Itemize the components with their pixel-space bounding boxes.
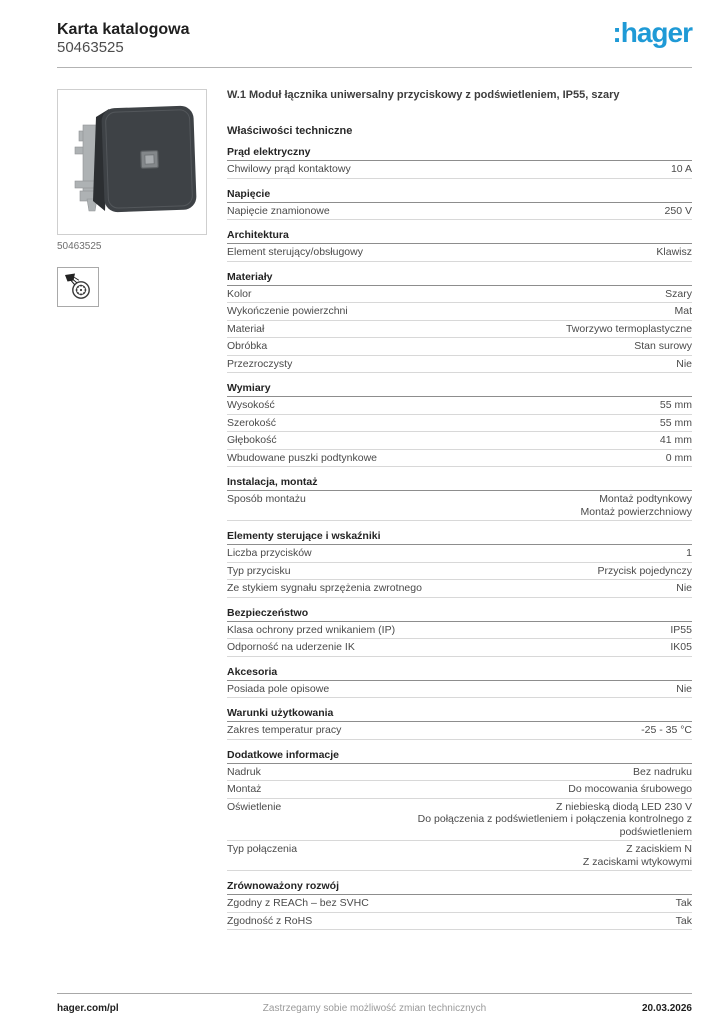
- footer-disclaimer: Zastrzegamy sobie możliwość zmian technicznych: [262, 1003, 487, 1014]
- hager-logo: :hager: [612, 17, 692, 48]
- spec-value: Tworzywo termoplastyczne: [565, 322, 692, 335]
- spec-label: Oświetlenie: [227, 800, 282, 813]
- spec-label: Szerokość: [227, 416, 277, 429]
- spec-group-title: Architektura: [227, 229, 692, 244]
- spec-label: Wysokość: [227, 399, 275, 411]
- spec-label: Liczba przycisków: [227, 547, 312, 559]
- spec-group-title: Warunki użytkowania: [227, 707, 692, 722]
- spec-value: 250 V: [664, 204, 692, 217]
- spec-row: [227, 545, 692, 563]
- spec-label: Obróbka: [227, 340, 268, 352]
- spec-label: Napięcie znamionowe: [227, 204, 330, 217]
- spec-row: [227, 580, 692, 598]
- spec-group-title: Materiały: [227, 271, 692, 286]
- spec-group-title: Zrównoważony rozwój: [227, 880, 692, 895]
- spec-value: Do mocowania śrubowego: [568, 783, 692, 795]
- spec-value: 55 mm: [659, 416, 692, 429]
- spec-row: [227, 450, 692, 468]
- spec-group-title: Bezpieczeństwo: [227, 607, 692, 622]
- spec-value: Z niebieską diodą LED 230 V Do połączenia z podświetleniem i połączenia kontrolnego z podświetleniem: [417, 800, 692, 838]
- spec-row: [227, 356, 692, 374]
- spec-group: [227, 707, 692, 740]
- spec-group: [227, 666, 692, 699]
- product-image: [57, 89, 207, 235]
- spec-group: [227, 880, 692, 930]
- spec-row: [227, 639, 692, 657]
- spec-group-title: Akcesoria: [227, 666, 692, 681]
- spec-group: [227, 530, 692, 598]
- spec-value: Nie: [676, 682, 692, 695]
- spec-group: [227, 476, 692, 521]
- spec-group: [227, 188, 692, 221]
- spec-label: Materiał: [227, 322, 265, 335]
- spec-label: Wykończenie powierzchni: [227, 305, 348, 317]
- spec-value: IP55: [670, 623, 692, 636]
- spec-row: [227, 286, 692, 304]
- spec-value: Bez nadruku: [633, 765, 692, 778]
- product-image-caption: 50463525: [57, 241, 102, 252]
- spec-row: [227, 161, 692, 179]
- footer: [57, 993, 692, 1014]
- spec-label: Posiada pole opisowe: [227, 682, 330, 695]
- footer-website-link[interactable]: hager.com/pl: [57, 1003, 119, 1014]
- spec-row: [227, 303, 692, 321]
- spec-group: [227, 749, 692, 872]
- spec-group-title: Wymiary: [227, 382, 692, 397]
- spec-value: 10 A: [670, 163, 692, 175]
- push-button-module-illustration: [63, 95, 201, 229]
- water-jet-protection-icon: [57, 267, 99, 307]
- spec-row: [227, 203, 692, 221]
- spec-row: [227, 321, 692, 339]
- spec-value: Przycisk pojedynczy: [597, 564, 692, 577]
- spec-row: [227, 895, 692, 913]
- spec-group-title: Dodatkowe informacje: [227, 749, 692, 764]
- spec-row: [227, 338, 692, 356]
- spec-groups: [227, 146, 692, 930]
- spec-group-title: Prąd elektryczny: [227, 146, 692, 161]
- spec-row: [227, 841, 692, 871]
- header: [57, 17, 692, 57]
- spec-value: Mat: [674, 305, 692, 317]
- spec-value: 1: [686, 547, 692, 559]
- spec-value: Szary: [665, 287, 692, 300]
- spec-label: Klasa ochrony przed wnikaniem (IP): [227, 623, 396, 636]
- footer-date: 20.03.2026: [641, 1003, 692, 1014]
- header-titles: [57, 20, 189, 57]
- header-divider: [57, 67, 692, 68]
- spec-group: [227, 271, 692, 374]
- main-content: [57, 89, 692, 930]
- spec-row: [227, 722, 692, 740]
- spec-row: [227, 563, 692, 581]
- spec-group: [227, 382, 692, 467]
- spec-row: [227, 681, 692, 699]
- spec-value: 55 mm: [659, 399, 692, 411]
- spec-label: Głębokość: [227, 434, 277, 446]
- spec-label: Typ połączenia: [227, 843, 298, 855]
- spec-row: [227, 244, 692, 262]
- spec-value: Z zaciskiem N Z zaciskami wtykowymi: [582, 843, 692, 868]
- spec-label: Przezroczysty: [227, 357, 293, 370]
- spec-row: [227, 432, 692, 450]
- water-jet-icon-glyph: [62, 272, 94, 302]
- spec-label: Zgodny z REACh – bez SVHC: [227, 897, 369, 909]
- spec-group: [227, 146, 692, 179]
- spec-value: IK05: [670, 641, 692, 653]
- product-media-column: [57, 89, 207, 930]
- spec-label: Nadruk: [227, 765, 261, 778]
- spec-row: [227, 415, 692, 433]
- spec-label: Element sterujący/obsługowy: [227, 246, 363, 258]
- spec-row: [227, 781, 692, 799]
- spec-row: [227, 491, 692, 521]
- section-title: Właściwości techniczne: [227, 125, 353, 137]
- spec-label: Ze stykiem sygnału sprzężenia zwrotnego: [227, 582, 422, 594]
- spec-value: Tak: [675, 914, 692, 927]
- spec-value: Stan surowy: [634, 340, 692, 352]
- spec-group: [227, 607, 692, 657]
- spec-value: 0 mm: [665, 451, 692, 464]
- spec-label: Sposób montażu: [227, 493, 306, 505]
- spec-group-title: Elementy sterujące i wskaźniki: [227, 530, 692, 545]
- spec-row: [227, 764, 692, 782]
- spec-group-title: Napięcie: [227, 188, 692, 203]
- spec-value: Tak: [675, 897, 692, 909]
- spec-label: Montaż: [227, 783, 262, 795]
- spec-label: Odporność na uderzenie IK: [227, 641, 355, 653]
- spec-label: Wbudowane puszki podtynkowe: [227, 451, 378, 464]
- spec-label: Zakres temperatur pracy: [227, 724, 342, 736]
- spec-value: Montaż podtynkowy Montaż powierzchniowy: [580, 493, 692, 518]
- spec-label: Chwilowy prąd kontaktowy: [227, 163, 351, 175]
- spec-label: Kolor: [227, 287, 252, 300]
- document-type: Karta katalogowa: [57, 21, 190, 38]
- spec-row: [227, 622, 692, 640]
- specifications-column: [227, 89, 692, 930]
- spec-label: Typ przycisku: [227, 564, 291, 577]
- spec-value: Nie: [676, 582, 692, 594]
- document-reference: 50463525: [57, 39, 124, 56]
- spec-value: Klawisz: [656, 246, 692, 258]
- spec-group-title: Instalacja, montaż: [227, 476, 692, 491]
- footer-row: [57, 1003, 692, 1014]
- spec-value: 41 mm: [659, 434, 692, 446]
- spec-value: Nie: [676, 357, 692, 370]
- spec-label: Zgodność z RoHS: [227, 914, 313, 927]
- spec-group: [227, 229, 692, 262]
- spec-value: -25 - 35 °C: [641, 724, 692, 736]
- product-title: W.1 Moduł łącznika uniwersalny przyciskowy z podświetleniem, IP55, szary: [227, 89, 620, 101]
- spec-row: [227, 913, 692, 931]
- spec-row: [227, 799, 692, 842]
- spec-row: [227, 397, 692, 415]
